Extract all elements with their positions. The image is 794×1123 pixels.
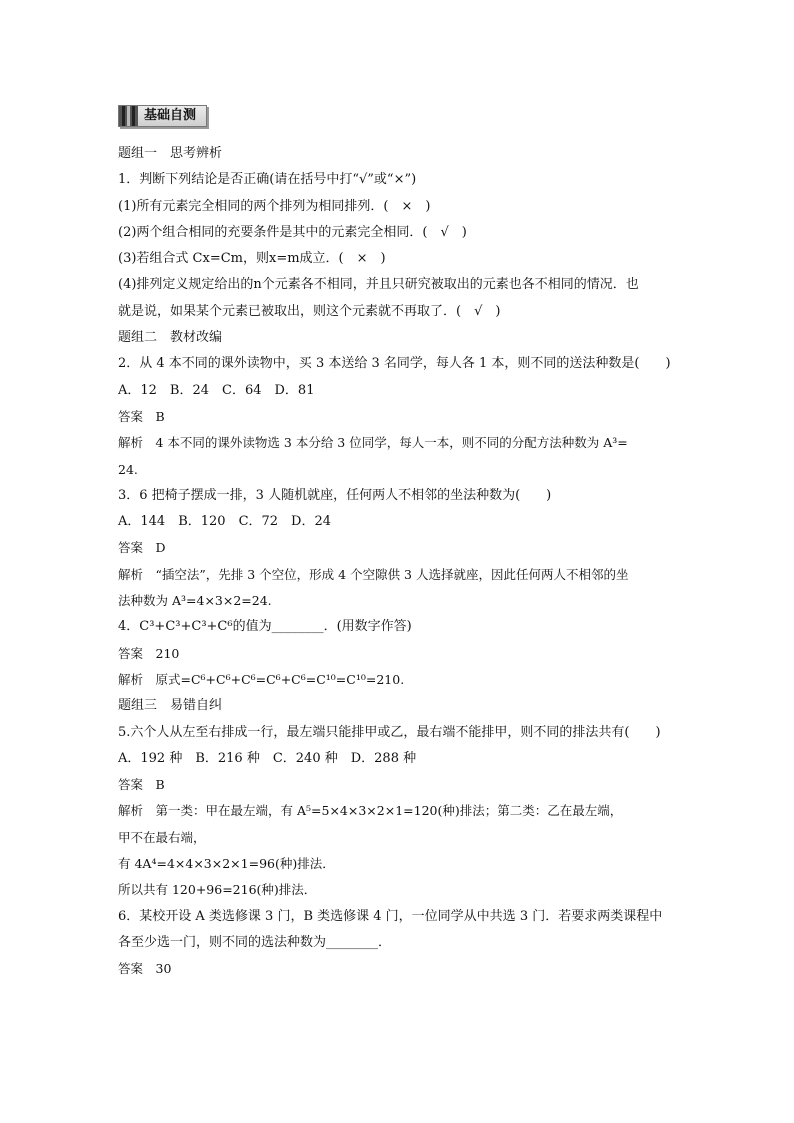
question-line: (1)所有元素完全相同的两个排列为相同排列．( × ) — [118, 198, 431, 214]
question-line: (2)两个组合相同的充要条件是其中的元素完全相同．( √ ) — [118, 224, 467, 240]
question-line: 4．C³+C³+C³+C⁶的值为________．(用数字作答) — [118, 619, 412, 635]
question-line: (3)若组合式 Cx=Cm，则x=m成立．( × ) — [118, 251, 386, 267]
group-heading: 题组三 易错自纠 — [118, 698, 223, 714]
group-heading: 题组一 思考辨析 — [118, 146, 223, 161]
question-line: 2．从 4 本不同的课外读物中，买 3 本送给 3 名同学，每人各 1 本，则不同的送法种数是( ) — [118, 356, 671, 372]
section-title: 基础自测 — [144, 108, 197, 123]
question-line: 5.六个人从左至右排成一行，最左端只能排甲或乙，最右端不能排甲，则不同的排法共有( ) — [118, 724, 661, 740]
answer-line: 所以共有 120+96=216(种)排法． — [118, 882, 317, 898]
answer-line: 答案 30 — [118, 961, 172, 977]
answer-line: 答案 B — [118, 408, 165, 424]
question-line: A．144 B．120 C．72 D．24 — [118, 514, 332, 530]
answer-line: 甲不在最右端， — [118, 829, 206, 845]
answer-line: 解析 4 本不同的课外读物选 3 本分给 3 位同学，每人一本，则不同的分配方法种数为 A³= — [118, 435, 628, 451]
question-line: 各至少选一门，则不同的选法种数为________． — [118, 934, 392, 950]
answer-line: 答案 210 — [118, 645, 180, 661]
section-header — [118, 105, 207, 127]
answer-line: 法种数为 A³=4×3×2=24. — [118, 593, 272, 609]
answer-line: 有 4A⁴=4×4×3×2×1=96(种)排法． — [118, 856, 335, 872]
text-lines — [118, 141, 688, 983]
answer-line: 答案 B — [118, 777, 165, 793]
question-line: 3．6 把椅子摆成一排，3 人随机就座，任何两人不相邻的坐法种数为( ) — [118, 487, 552, 503]
question-line: 6．某校开设 A 类选修课 3 门，B 类选修课 4 门，一位同学从中共选 3 门．若要求两类课程中 — [118, 908, 663, 924]
answer-line: 24. — [118, 461, 138, 477]
answer-line: 答案 D — [118, 540, 166, 556]
answer-line: 解析 第一类：甲在最左端，有 A⁵=5×4×3×2×1=120(种)排法；第二类：乙在最左端， — [118, 803, 623, 819]
content — [118, 105, 688, 983]
answer-line: 解析 “插空法”，先排 3 个空位，形成 4 个空隙供 3 人选择就座，因此任何两人不相邻的坐 — [118, 566, 629, 582]
answer-line: 解析 原式=C⁶+C⁶+C⁶=C⁶+C⁶=C¹⁰=C¹⁰=210. — [118, 671, 405, 687]
section-marker-icon — [119, 106, 138, 126]
group-heading: 题组二 教材改编 — [118, 330, 223, 346]
question-line: A．12 B．24 C．64 D．81 — [118, 382, 315, 398]
question-line: 就是说，如果某个元素已被取出，则这个元素就不再取了．( √ ) — [118, 303, 501, 319]
question-line: A．192 种 B．216 种 C．240 种 D．288 种 — [118, 750, 417, 766]
question-line: 1．判断下列结论是否正确(请在括号中打“√”或“×”) — [118, 172, 417, 188]
question-line: (4)排列定义规定给出的n个元素各不相同，并且只研究被取出的元素也各不相同的情况．也 — [118, 277, 639, 293]
